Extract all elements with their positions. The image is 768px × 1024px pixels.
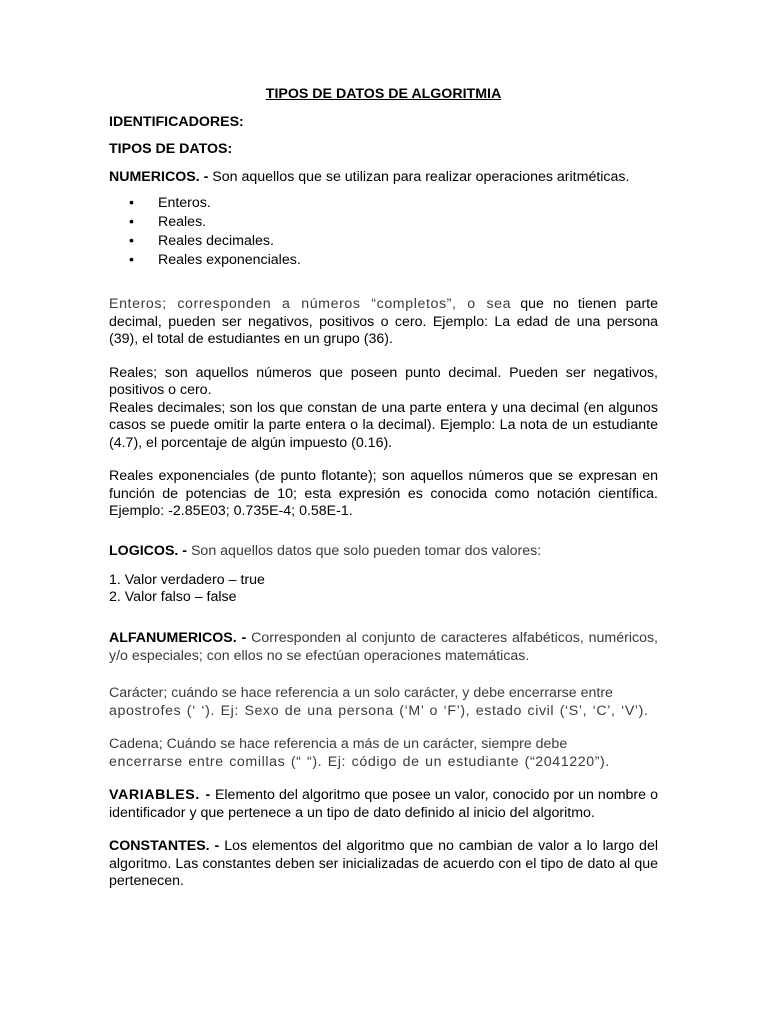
document-page [109,86,658,891]
tipos-de-datos-heading: TIPOS DE DATOS: [109,141,233,157]
reales-paragraph: Reales; son aquellos números que poseen punto decimal. Pueden ser negativos, positivos o cero. [109,364,658,398]
identificadores-heading: IDENTIFICADORES: [109,113,244,130]
enteros-lead: Enteros; corresponden a números “completos”, o sea [109,296,512,312]
cadena-line-1: Cadena; Cuándo se hace referencia a más de un carácter, siempre debe [109,736,568,752]
enteros-paragraph [109,296,658,349]
logicos-text: Son aquellos datos que solo pueden tomar dos valores: [187,542,542,559]
caracter-line-2: apostrofes (‘ ‘). Ej: Sexo de una persona (‘M’ o ‘F’), estado civil (‘S’, ‘C’, ‘V’). [109,702,649,719]
document-title: TIPOS DE DATOS DE ALGORITMIA [265,86,502,102]
list-item: • Reales exponenciales. [129,252,301,268]
numericos-paragraph [109,169,658,187]
list-item: • Reales. [129,214,207,230]
bullet-icon: • [129,214,134,230]
numericos-text: Son aquellos que se utilizan para realizar operaciones aritméticas. [208,168,630,185]
cadena-line-2: encerrarse entre comillas (“ “). Ej: código de un estudiante (“2041220”). [109,753,610,770]
list-item: • Enteros. [129,195,211,211]
logic-value-true: 1. Valor verdadero – true [109,572,265,588]
reales-exponenciales-paragraph: Reales exponenciales (de punto flotante); son aquellos números que se expresan en función de potencias de 10; esta expresión es conocida como notación científica. Ejemplo: -2.85E03; 0.735E-4; 0.58E-1. [109,468,658,519]
logicos-label: LOGICOS. - [109,542,188,559]
bullet-icon: • [129,233,134,249]
numeric-types-list [109,194,658,270]
variables-label: VARIABLES. - [109,787,211,803]
numericos-label: NUMERICOS. - [109,168,209,185]
constantes-label: CONSTANTES. - [109,838,220,854]
bullet-icon: • [129,195,134,211]
caracter-line-1: Carácter; cuándo se hace referencia a un solo carácter, y debe encerrarse entre [109,685,613,701]
bullet-icon: • [129,252,134,268]
logicos-paragraph [109,543,658,561]
alfanumericos-text: Corresponden al conjunto de caracteres alfabéticos, numéricos, y/o especiales; con ellos no se efectúan operaciones matemáticas. [109,630,658,664]
logic-value-false: 2. Valor falso – false [109,589,237,605]
list-item: • Reales decimales. [129,233,274,249]
enteros-rest: que no tienen parte decimal, pueden ser negativos, positivos o cero. Ejemplo: La edad de una persona (39), el total de estudiantes en un grupo (36). [109,296,659,347]
constantes-paragraph [109,838,658,891]
variables-text: Elemento del algoritmo que posee un valor, conocido por un nombre o identificador y que pertenece a un tipo de dato definido al inicio del algoritmo. [109,787,658,821]
variables-paragraph [109,787,658,822]
reales-decimales-paragraph: Reales decimales; son los que constan de una parte entera y una decimal (en algunos casos se puede omitir la parte entera o la decimal). Ejemplo: La nota de un estudiante (4.7), el porcentaje de algún impuesto (0.16). [109,399,658,451]
alfanumericos-paragraph [109,630,658,665]
constantes-text: Los elementos del algoritmo que no cambian de valor a lo largo del algoritmo. Las constantes deben ser inicializadas de acuerdo con el tipo de dato al que pertenecen. [109,838,658,889]
alfanumericos-label: ALFANUMERICOS. - [109,630,247,646]
